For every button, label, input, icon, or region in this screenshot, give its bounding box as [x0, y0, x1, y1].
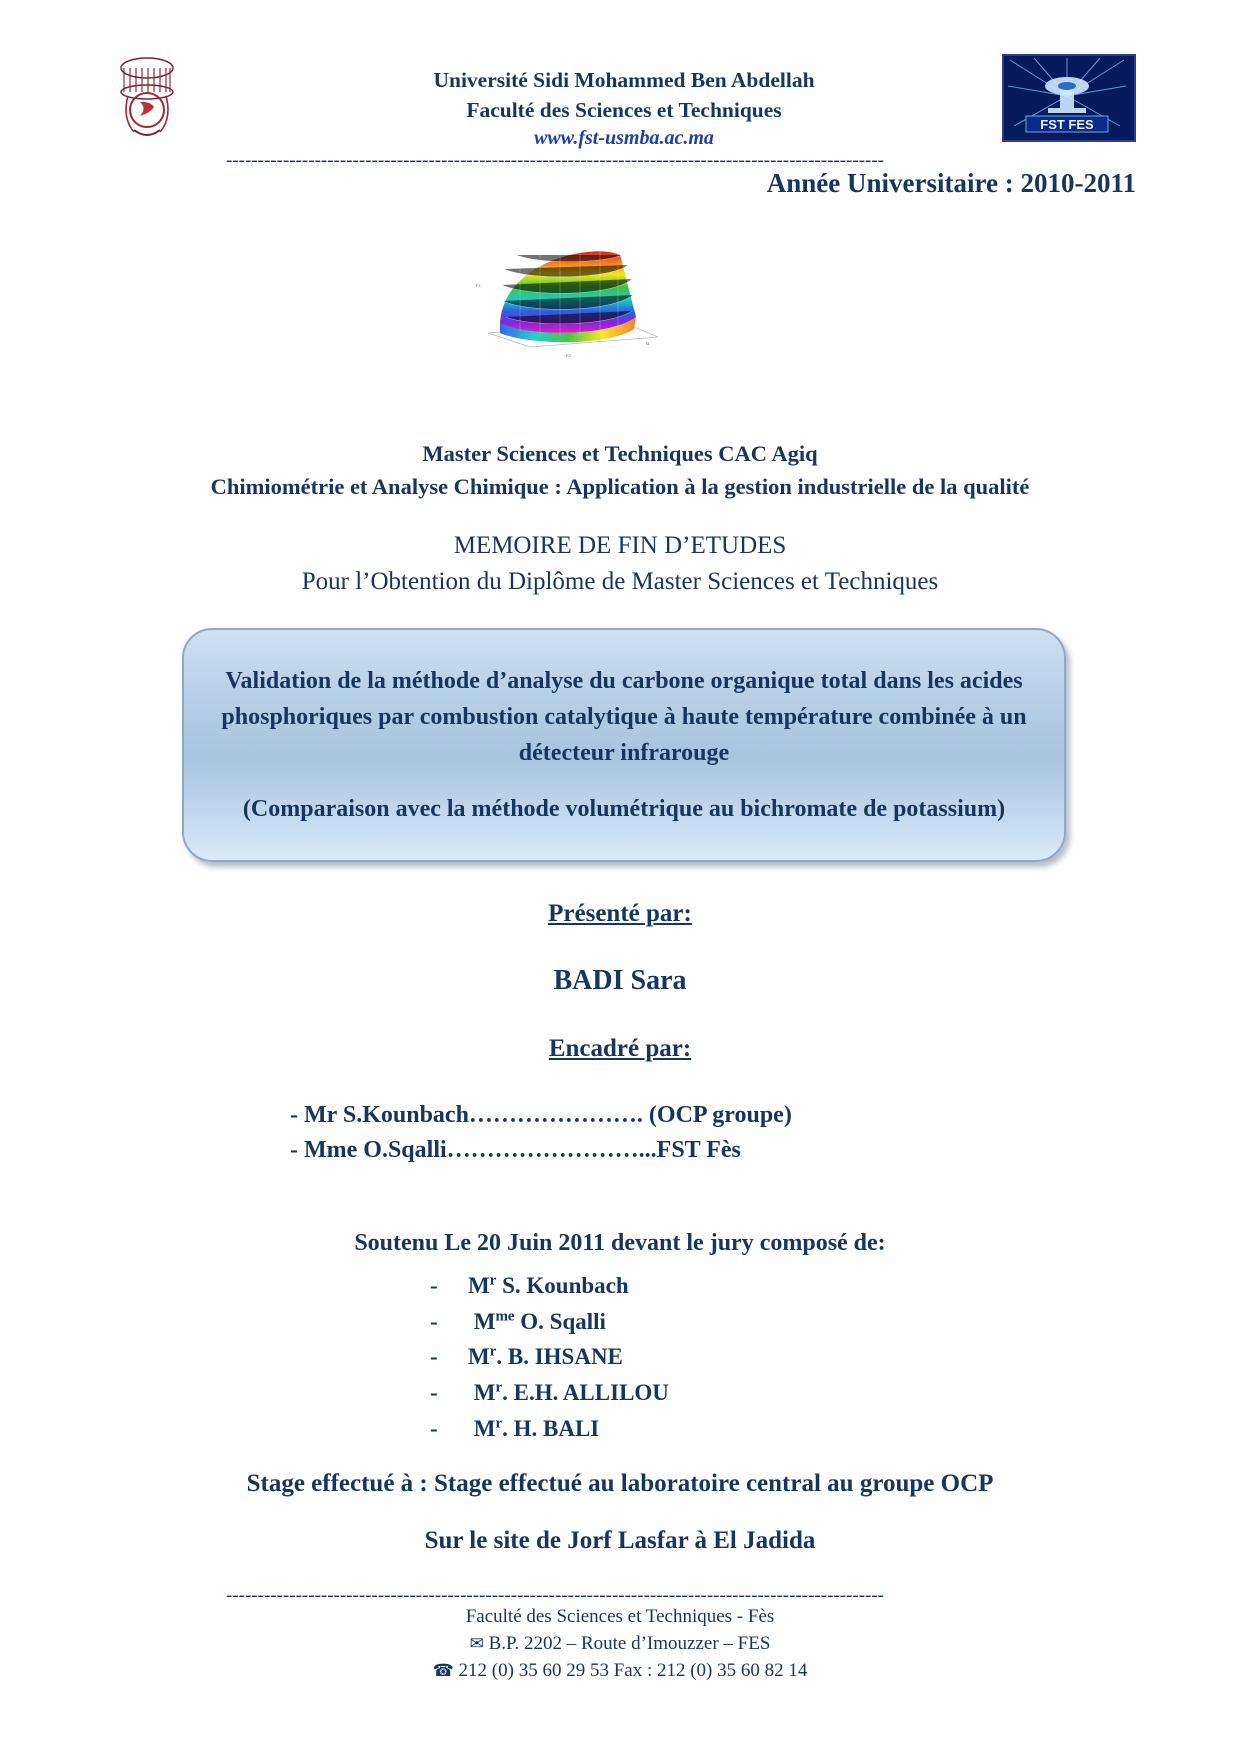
jury-prefix: M [468, 1344, 490, 1370]
list-bullet: - [430, 1273, 438, 1298]
list-item [430, 1411, 990, 1447]
list-item: - Mme O.Sqalli……………………...FST Fès [290, 1136, 741, 1163]
jury-name: S. Kounbach [496, 1273, 629, 1298]
author-label [104, 900, 1136, 928]
master-program [104, 438, 1136, 503]
author-name: BADI Sara [553, 965, 687, 996]
jury-title: Soutenu Le 20 Juin 2011 devant le jury composé de: [354, 1230, 886, 1256]
thesis-title-main: Validation de la méthode d’analyse du carbone organique total dans les acides phosphoriques par combustion catalytique à haute température combinée à un détecteur infrarouge [221, 668, 1027, 766]
memoire-heading [104, 528, 1136, 601]
internship-line-1: Stage effectué à : Stage effectué au laboratoire central au groupe OCP [246, 1470, 994, 1497]
thesis-title-sub: (Comparaison avec la méthode volumétrique au bichromate de potassium) [242, 796, 1006, 822]
footer-faculty: Faculté des Sciences et Techniques - Fès [465, 1606, 775, 1627]
title-spacer [204, 771, 1044, 791]
jury-prefix: M [468, 1379, 496, 1405]
jury-sup: r [495, 1414, 503, 1431]
page-header [104, 52, 1136, 152]
jury-prefix: M [468, 1273, 490, 1298]
svg-text:F1: F1 [476, 283, 481, 288]
3d-surface-plot [470, 225, 670, 360]
svg-text:F2: F2 [566, 353, 571, 358]
website-link[interactable]: www.fst-usmba.ac.ma [534, 127, 714, 150]
master-line-2: Chimiométrie et Analyse Chimique : Application à la gestion industrielle de la qualité [210, 473, 1030, 499]
jury-name: . E.H. ALLILOU [502, 1379, 669, 1405]
university-seal-icon [104, 52, 190, 142]
jury-name: . H. BALI [502, 1415, 600, 1441]
list-item [430, 1268, 990, 1304]
list-bullet: - [430, 1379, 438, 1405]
list-item: - Mr S.Kounbach…………………. (OCP groupe) [290, 1102, 792, 1128]
supervisor-list [290, 1098, 990, 1168]
list-bullet: - [430, 1308, 438, 1334]
internship-line-2: Sur le site de Jorf Lasfar à El Jadida [424, 1527, 816, 1554]
header-divider: -------------------------------------------------------------------------------------------------------- [225, 150, 885, 171]
jury-prefix: M [468, 1415, 496, 1441]
footer-phone-line [104, 1658, 1136, 1685]
memoire-line-2: Pour l’Obtention du Diplôme de Master Sciences et Techniques [301, 568, 939, 596]
svg-text:f3: f3 [646, 341, 650, 346]
supervisor-label-text: Encadré par: [548, 1035, 692, 1062]
jury-prefix: M [468, 1308, 496, 1334]
list-item [430, 1375, 990, 1411]
jury-sup: r [495, 1379, 503, 1396]
supervisor-label [104, 1035, 1136, 1063]
jury-name: O. Sqalli [514, 1308, 606, 1334]
list-bullet: - [430, 1415, 438, 1441]
jury-sup: me [495, 1307, 515, 1324]
fst-fes-logo [1002, 54, 1136, 142]
svg-text:FST FES: FST FES [1040, 117, 1094, 132]
university-name: Université Sidi Mohammed Ben Abdellah [433, 68, 815, 92]
list-item [430, 1339, 990, 1375]
jury-sup: r [489, 1272, 497, 1289]
master-line-1: Master Sciences et Techniques CAC Agiq [422, 441, 818, 466]
author-label-text: Présenté par: [548, 900, 692, 927]
list-bullet: - [430, 1344, 438, 1370]
footer-address-line [104, 1631, 1136, 1658]
thesis-title-inner [204, 663, 1044, 827]
jury-sup: r [489, 1343, 497, 1360]
mail-icon: ✉ [469, 1633, 484, 1653]
faculty-name: Faculté des Sciences et Techniques [466, 97, 782, 122]
list-item [430, 1304, 990, 1340]
thesis-title-box [182, 628, 1066, 862]
header-text-block [244, 66, 1004, 153]
memoire-line-1: MEMOIRE DE FIN D’ETUDES [453, 532, 787, 559]
academic-year: Année Universitaire : 2010-2011 [766, 168, 1136, 198]
page-footer [104, 1604, 1136, 1685]
jury-name: . B. IHSANE [496, 1344, 623, 1370]
footer-phone: 212 (0) 35 60 29 53 Fax : 212 (0) 35 60 82 14 [458, 1659, 808, 1681]
jury-list [430, 1268, 990, 1446]
footer-divider: -------------------------------------------------------------------------------------------------------- [225, 1585, 885, 1606]
phone-icon: ☎ [432, 1660, 454, 1680]
footer-address: B.P. 2202 – Route d’Imouzzer – FES [488, 1632, 771, 1654]
